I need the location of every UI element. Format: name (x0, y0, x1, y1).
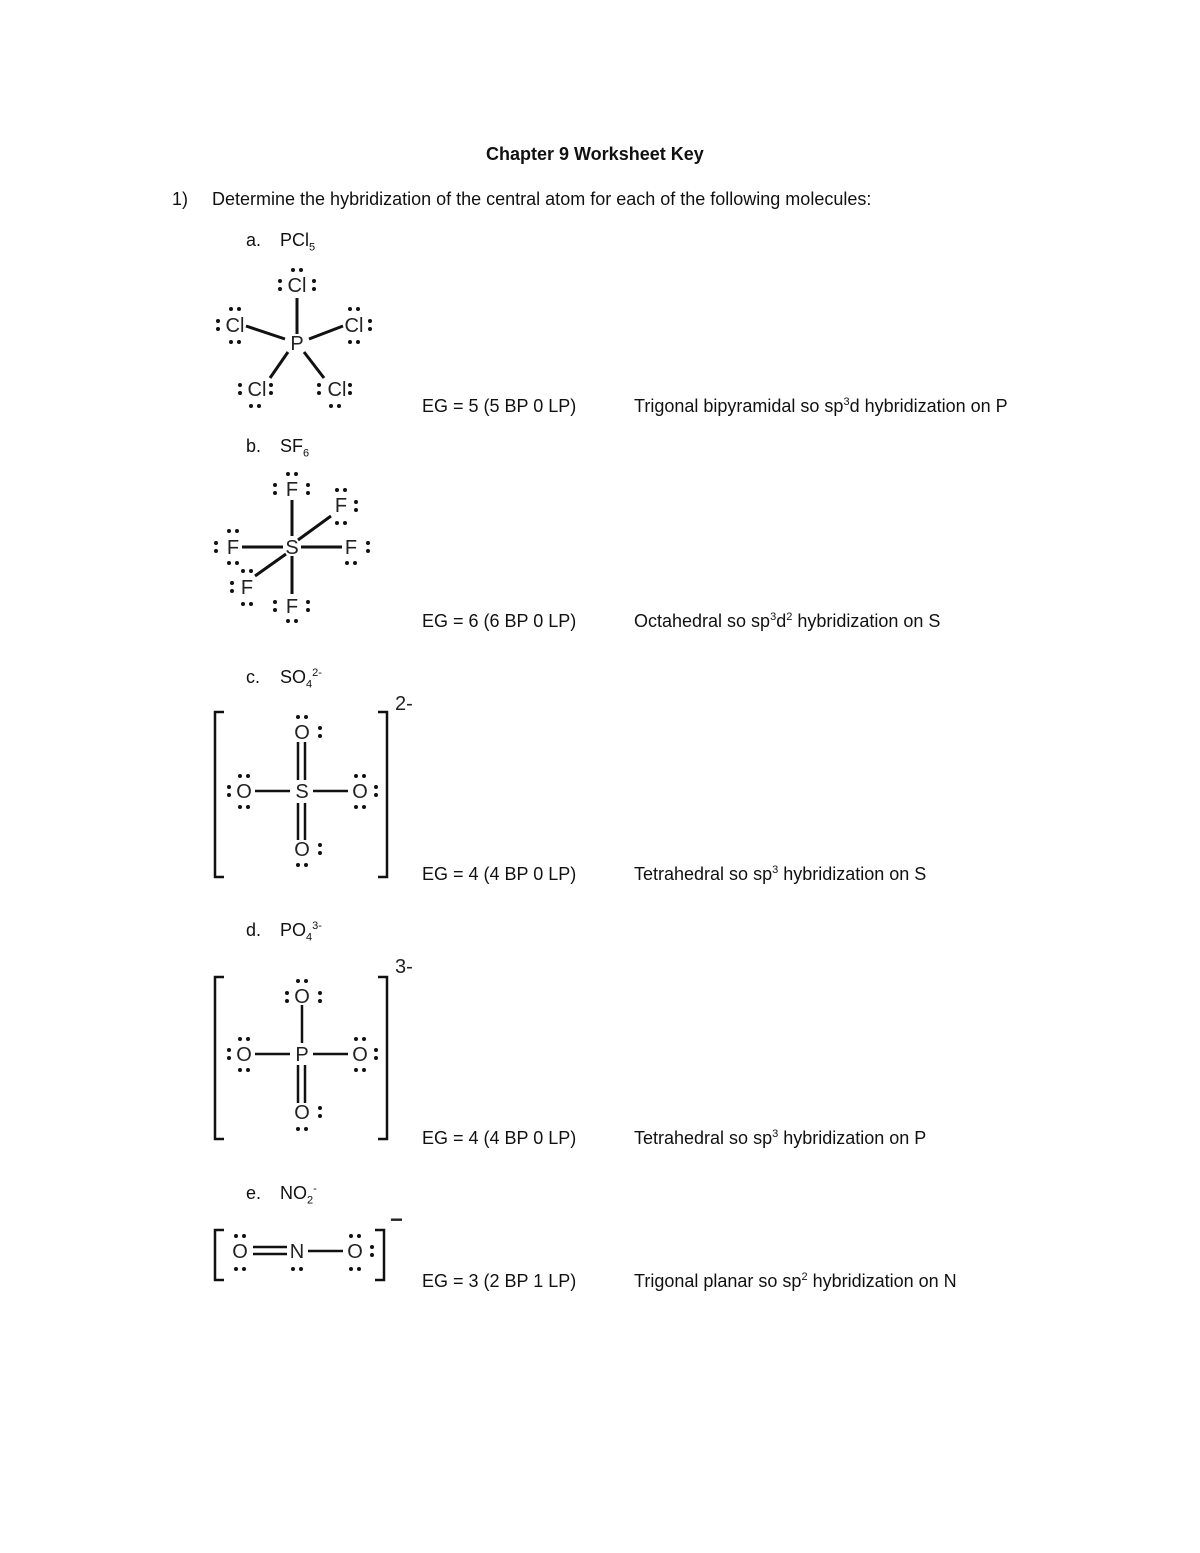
question-1 (172, 189, 871, 210)
item-letter: b. (246, 436, 262, 456)
ligand-atom: F (285, 596, 299, 618)
ligand-atom: O (232, 1241, 248, 1263)
result-text: hybridization on P (859, 396, 1008, 416)
formula-base: SO (280, 667, 307, 687)
ligand-atom: F (226, 537, 240, 559)
central-atom: S (295, 781, 309, 803)
item-b-electron-groups: EG = 6 (6 BP 0 LP) (422, 611, 577, 631)
item-e-electron-groups: EG = 3 (2 BP 1 LP) (422, 1271, 577, 1291)
item-c-label (246, 667, 322, 691)
formula-base: PO (280, 920, 307, 940)
central-atom: P (295, 1044, 309, 1066)
formula-subscript: 4 (306, 678, 313, 691)
no2-lewis-structure (210, 1207, 410, 1290)
worksheet-title: Chapter 9 Worksheet Key (486, 144, 704, 164)
sf6-lewis-structure (200, 468, 390, 633)
ligand-atom: F (285, 479, 299, 501)
formula-base: NO (280, 1183, 307, 1203)
ligand-atom: Cl (327, 379, 347, 401)
item-d-electron-groups: EG = 4 (4 BP 0 LP) (422, 1128, 577, 1148)
central-atom: N (289, 1241, 305, 1263)
item-letter: d. (246, 920, 262, 940)
result-sup: 2 (786, 611, 793, 623)
formula-subscript: 6 (303, 447, 310, 460)
ion-charge: 3- (395, 956, 413, 978)
item-c-electron-groups: EG = 4 (4 BP 0 LP) (422, 864, 577, 884)
question-number: 1) (172, 189, 189, 209)
ion-charge: 2- (395, 693, 413, 715)
result-text: hybridization on S (792, 611, 941, 631)
result-text: d (849, 396, 860, 416)
result-text: Octahedral so sp (634, 611, 771, 631)
ligand-atom: O (294, 986, 310, 1008)
ligand-atom: O (294, 839, 310, 861)
item-e-label (246, 1183, 317, 1207)
ligand-atom: O (294, 722, 310, 744)
result-sup: 3 (772, 864, 779, 876)
ligand-atom: O (352, 1044, 368, 1066)
result-sup: 3 (770, 611, 777, 623)
ligand-atom: O (294, 1102, 310, 1124)
result-sup: 3 (772, 1128, 779, 1140)
result-text: hybridization on S (778, 864, 927, 884)
ligand-atom: O (347, 1241, 363, 1263)
po4-lewis-structure (210, 953, 430, 1148)
result-text: hybridization on P (778, 1128, 927, 1148)
ligand-atom: F (344, 537, 358, 559)
item-a-label (246, 230, 315, 254)
formula-base: SF (280, 436, 304, 456)
result-text: Trigonal bipyramidal so sp (634, 396, 844, 416)
item-c-hybridization (634, 864, 926, 885)
central-atom: S (285, 537, 299, 559)
item-letter: a. (246, 230, 262, 250)
result-sup: 2 (801, 1271, 808, 1283)
formula-subscript: 4 (306, 931, 313, 944)
item-e-hybridization (634, 1271, 957, 1292)
item-d-label (246, 920, 322, 944)
central-atom: P (290, 333, 304, 355)
result-sup: 3 (843, 396, 850, 408)
ligand-atom: O (236, 1044, 252, 1066)
ligand-atom: F (240, 577, 254, 599)
result-text: Trigonal planar so sp (634, 1271, 802, 1291)
result-text: Tetrahedral so sp (634, 1128, 773, 1148)
formula-charge: 3- (312, 920, 322, 932)
ligand-atom: O (236, 781, 252, 803)
item-d-hybridization (634, 1128, 926, 1149)
ligand-atom: Cl (344, 315, 364, 337)
item-letter: e. (246, 1183, 262, 1203)
ligand-atom: O (352, 781, 368, 803)
result-text: Tetrahedral so sp (634, 864, 773, 884)
formula-charge: - (313, 1183, 317, 1195)
ligand-atom: F (334, 495, 348, 517)
item-b-hybridization (634, 611, 940, 632)
ligand-atom: Cl (225, 315, 245, 337)
formula-charge: 2- (312, 667, 322, 679)
so4-lewis-structure (210, 690, 430, 885)
formula-subscript: 2 (307, 1194, 314, 1207)
item-letter: c. (246, 667, 261, 687)
item-a-hybridization (634, 396, 1008, 417)
result-text: d (776, 611, 787, 631)
question-text: Determine the hybridization of the central atom for each of the following molecules: (212, 189, 872, 209)
ligand-atom: Cl (287, 275, 307, 297)
pcl5-lewis-structure (200, 262, 390, 422)
formula-base: PCl (280, 230, 310, 250)
item-b-label (246, 436, 309, 460)
ion-charge: − (390, 1207, 403, 1232)
item-a-electron-groups: EG = 5 (5 BP 0 LP) (422, 396, 577, 416)
result-text: hybridization on N (807, 1271, 957, 1291)
ligand-atom: Cl (247, 379, 267, 401)
formula-subscript: 5 (309, 241, 316, 254)
